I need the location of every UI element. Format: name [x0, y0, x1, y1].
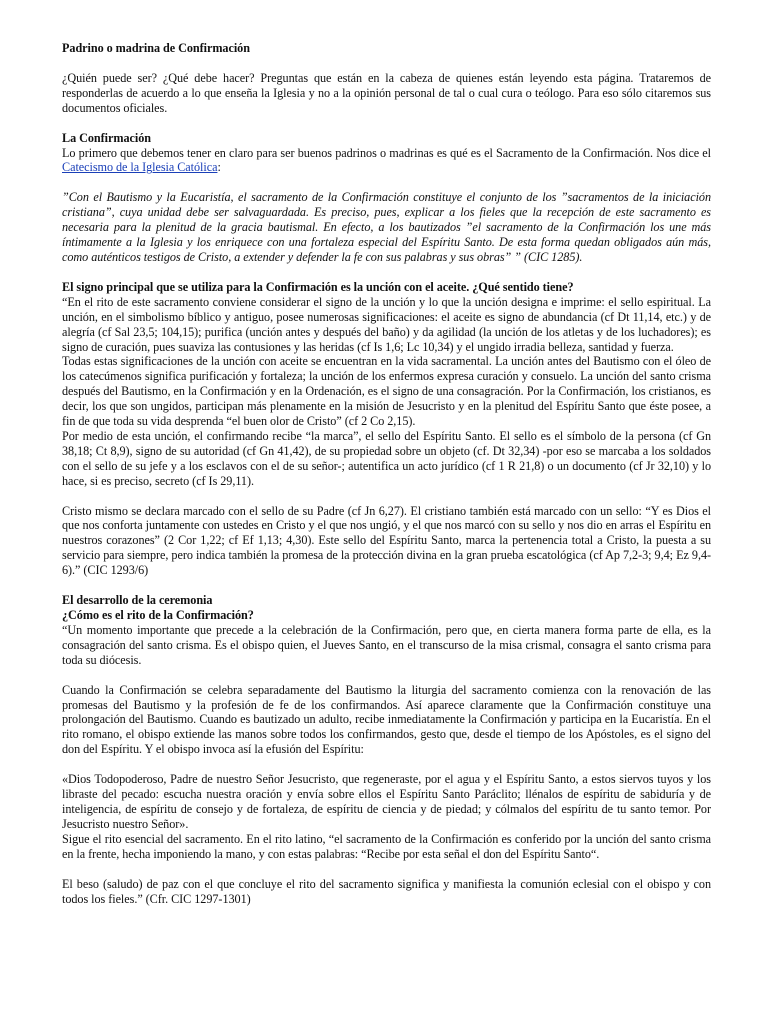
spacer: [62, 175, 711, 190]
catecismo-quote: ”Con el Bautismo y la Eucaristía, el sacramento de la Confirmación constituye el conjunto de los ”sacramentos de la iniciación cristiana”, cuya unidad debe ser salvaguardada. Es preciso, pues, explicar a los fieles que la recepción de este sacramento es necesaria para la plenitud de la gracia bautismal. En efecto, a los bautizados ”el sacramento de la Confirmación los une más íntimamente a la Iglesia y los enriquece con una fortaleza especial del Espíritu Santo. De esta forma quedan obligados aún más, como auténticos testigos de Cristo, a extender y defender la fe con sus palabras y sus obras” ” (CIC 1285).: [62, 190, 711, 264]
spacer: [62, 862, 711, 877]
rito-paragraph-2: Cuando la Confirmación se celebra separadamente del Bautismo la liturgia del sacramento comienza con la renovación de las promesas del Bautismo y la profesión de fe de los confirmandos. Así aparece claramente que la Confirmación constituye una prolongación del Bautismo. Cuando es bautizado un adulto, recibe inmediatamente la Confirmación y participa en la Eucaristía. En el rito romano, el obispo extiende las manos sobre todos los confirmandos, gesto que, desde el tiempo de los Apóstoles, es el signo del don del Espíritu. Y el obispo invoca así la efusión del Espíritu:: [62, 682, 711, 757]
signo-paragraph-4: Cristo mismo se declara marcado con el sello de su Padre (cf Jn 6,27). El cristiano también está marcado con un sello: “Y es Dios el que nos conforta juntamente con ustedes en Cristo y el que nos ungió, y el que nos marcó con su sello y nos dio en arras el Espíritu en nuestros corazones” (2 Cor 1,22; cf Ef 1,13; 4,30). Este sello del Espíritu Santo, marca la pertenencia total a Cristo, la puesta a su servicio para siempre, pero indica también la promesa de la protección divina en la gran prueba escatológica (cf Ap 7,2-3; 9,4; Ez 9,4-6).” (CIC 1293/6): [62, 503, 711, 578]
catecismo-link[interactable]: Catecismo de la Iglesia Católica: [62, 160, 218, 175]
signo-paragraph-1: “En el rito de este sacramento conviene considerar el signo de la unción y lo que la unción designa e imprime: el sello espiritual. La unción, en el simbolismo bíblico y antiguo, posee numerosas significaciones: el aceite es signo de abundancia (cf Dt 11,14, etc.) y de alegría (cf Sal 23,5; 104,15); purifica (unción antes y después del baño) y da agilidad (la unción de los atletas y de los luchadores); es signo de curación, pues suaviza las contusiones y las heridas (cf Is 1,6; Lc 10,34) y el ungido irradia belleza, santidad y fuerza.: [62, 294, 711, 354]
confirmacion-text: Lo primero que debemos tener en claro para ser buenos padrinos o madrinas es qué es el Sacramento de la Confirmación. Nos dice el: [62, 145, 711, 160]
signo-paragraph-2: Todas estas significaciones de la unción con aceite se encuentran en la vida sacramental. La unción antes del Bautismo con el óleo de los catecúmenos significa purificación y fortaleza; la unción de los enfermos expresa curación y consuelo. La unción del santo crisma después del Bautismo, en la Confirmación y en la Ordenación, es el signo de una consagración. Por la Confirmación, los cristianos, es decir, los que son ungidos, participan más plenamente en la misión de Jesucristo y en la plenitud del Espíritu Santo que éste posee, a fin de que toda su vida desprenda “el buen olor de Cristo” (cf 2 Co 2,15).: [62, 354, 711, 429]
spacer: [62, 578, 711, 593]
confirmacion-colon: :: [217, 160, 221, 175]
page-title: Padrino o madrina de Confirmación: [62, 41, 250, 55]
spacer: [62, 116, 711, 131]
section-heading-signo: El signo principal que se utiliza para la Confirmación es la unción con el aceite. ¿Qué sentido tiene?: [62, 279, 574, 294]
rito-paragraph-4: Sigue el rito esencial del sacramento. En el rito latino, “el sacramento de la Confirmación es conferido por la unción del santo crisma en la frente, hecha imponiendo la mano, y con estas palabras: “Recibe por esta señal el don del Espíritu Santo“.: [62, 831, 711, 861]
rito-paragraph-5: El beso (saludo) de paz con el que concluye el rito del sacramento significa y manifiesta la comunión eclesial con el obispo y con todos los fieles.” (Cfr. CIC 1297-1301): [62, 876, 711, 906]
signo-paragraph-3: Por medio de esta unción, el confirmando recibe “la marca”, el sello del Espíritu Santo. El sello es el símbolo de la persona (cf Gn 38,18; Ct 8,9), signo de su autoridad (cf Gn 41,42), de su propiedad sobre un objeto (cf. Dt 32,34) -por eso se marcaba a los soldados con el sello de su jefe y a los esclavos con el de su señor-; autentifica un acto jurídico (cf 1 R 21,8) o un documento (cf Jr 32,10) y lo hace, si es preciso, secreto (cf Is 29,11).: [62, 428, 711, 488]
spacer: [62, 265, 711, 280]
rito-paragraph-1: “Un momento importante que precede a la celebración de la Confirmación, pero que, en cierta manera forma parte de ella, es la consagración del santo crisma. Es el obispo quien, el Jueves Santo, en el transcurso de la misa crismal, consagra el santo crisma para toda su diócesis.: [62, 622, 711, 667]
spacer: [62, 489, 711, 504]
section-subheading-rito: ¿Cómo es el rito de la Confirmación?: [62, 608, 254, 622]
intro-paragraph: ¿Quién puede ser? ¿Qué debe hacer? Preguntas que están en la cabeza de quienes están leyendo esta página. Trataremos de responderlas de acuerdo a lo que enseña la Iglesia y no a la opinión personal de tal o cual cura o teólogo. Para eso sólo citaremos sus documentos oficiales.: [62, 70, 711, 115]
rito-prayer: «Dios Todopoderoso, Padre de nuestro Señor Jesucristo, que regeneraste, por el agua y el Espíritu Santo, a estos siervos tuyos y los libraste del pecado: escucha nuestra oración y envía sobre ellos el Espíritu Santo Paráclito; llénalos de espíritu de sabiduría y de inteligencia, de espíritu de consejo y de fortaleza, de espíritu de ciencia y de piedad; y cólmalos del espíritu de tu santo temor. Por Jesucristo nuestro Señor».: [62, 772, 711, 831]
spacer: [62, 757, 711, 772]
confirmacion-paragraph: [62, 146, 711, 176]
spacer: [62, 668, 711, 683]
section-heading-ceremonia: El desarrollo de la ceremonia: [62, 593, 213, 608]
spacer: [62, 56, 711, 71]
section-heading-confirmacion: La Confirmación: [62, 130, 151, 145]
